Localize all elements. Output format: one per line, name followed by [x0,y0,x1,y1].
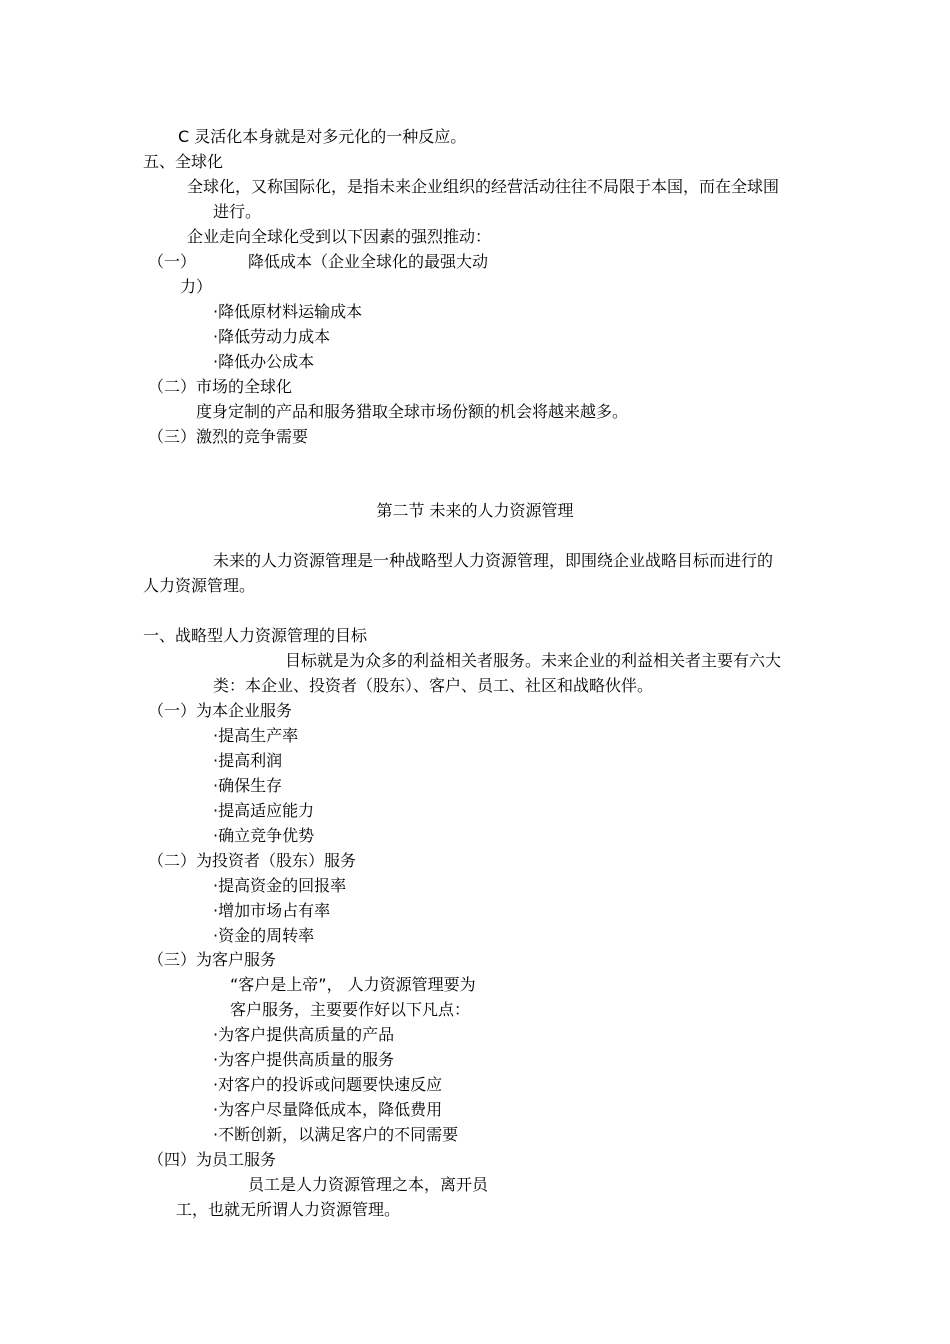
subsection-heading: 降低成本（企业全球化的最强大动 [248,252,489,271]
list-item: ·降低原材料运输成本 [213,302,363,321]
list-item: ·确保生存 [213,776,283,795]
subsection-heading: （三）为客户服务 [148,950,277,969]
subsection-heading: （二）为投资者（股东）服务 [148,851,357,870]
section-heading: 五、全球化 [143,152,224,171]
list-item: ·降低办公成本 [213,352,315,371]
list-item: ·提高资金的回报率 [213,876,347,895]
list-item: ·确立竞争优势 [213,826,315,845]
text-line: 力） [180,277,213,296]
text-line: 度身定制的产品和服务猎取全球市场份额的机会将越来越多。 [196,402,629,421]
subsection-number: （一） [148,252,197,271]
text-line: 目标就是为众多的利益相关者服务。未来企业的利益相关者主要有六大 [285,651,782,670]
list-item: ·降低劳动力成本 [213,327,331,346]
text-line: 进行。 [213,202,262,221]
list-item: ·资金的周转率 [213,926,315,945]
list-item: ·为客户提供高质量的产品 [213,1025,395,1044]
section-title: 第二节 未来的人力资源管理 [376,501,574,520]
subsection-heading: （三）激烈的竞争需要 [148,427,309,446]
list-item: ·为客户提供高质量的服务 [213,1050,395,1069]
section-heading: 一、战略型人力资源管理的目标 [143,626,368,645]
text-line: 类：本企业、投资者（股东）、客户、员工、社区和战略伙伴。 [213,676,654,695]
list-item: ·增加市场占有率 [213,901,331,920]
text-line: 未来的人力资源管理是一种战略型人力资源管理，即围绕企业战略目标而进行的 [213,551,774,570]
list-item: ·提高生产率 [213,726,299,745]
list-item: ·对客户的投诉或问题要快速反应 [213,1075,443,1094]
subsection-heading: （四）为员工服务 [148,1150,277,1169]
text-line: 客户服务，主要要作好以下凡点： [230,1000,471,1019]
list-item: ·不断创新，以满足客户的不同需要 [213,1125,459,1144]
text-line: C 灵活化本身就是对多元化的一种反应。 [178,127,467,146]
text-line: 人力资源管理。 [143,576,256,595]
text-line: 工，也就无所谓人力资源管理。 [176,1200,401,1219]
list-item: ·提高利润 [213,751,283,770]
text-line: “客户是上帝”， 人力资源管理要为 [230,975,476,994]
list-item: ·提高适应能力 [213,801,315,820]
text-line: 企业走向全球化受到以下因素的强烈推动： [187,227,492,246]
text-line: 全球化，又称国际化，是指未来企业组织的经营活动往往不局限于本国，而在全球围 [187,177,780,196]
text-line: 员工是人力资源管理之本，离开员 [248,1175,489,1194]
subsection-heading: （二）市场的全球化 [148,377,293,396]
list-item: ·为客户尽量降低成本，降低费用 [213,1100,443,1119]
subsection-heading: （一）为本企业服务 [148,701,293,720]
